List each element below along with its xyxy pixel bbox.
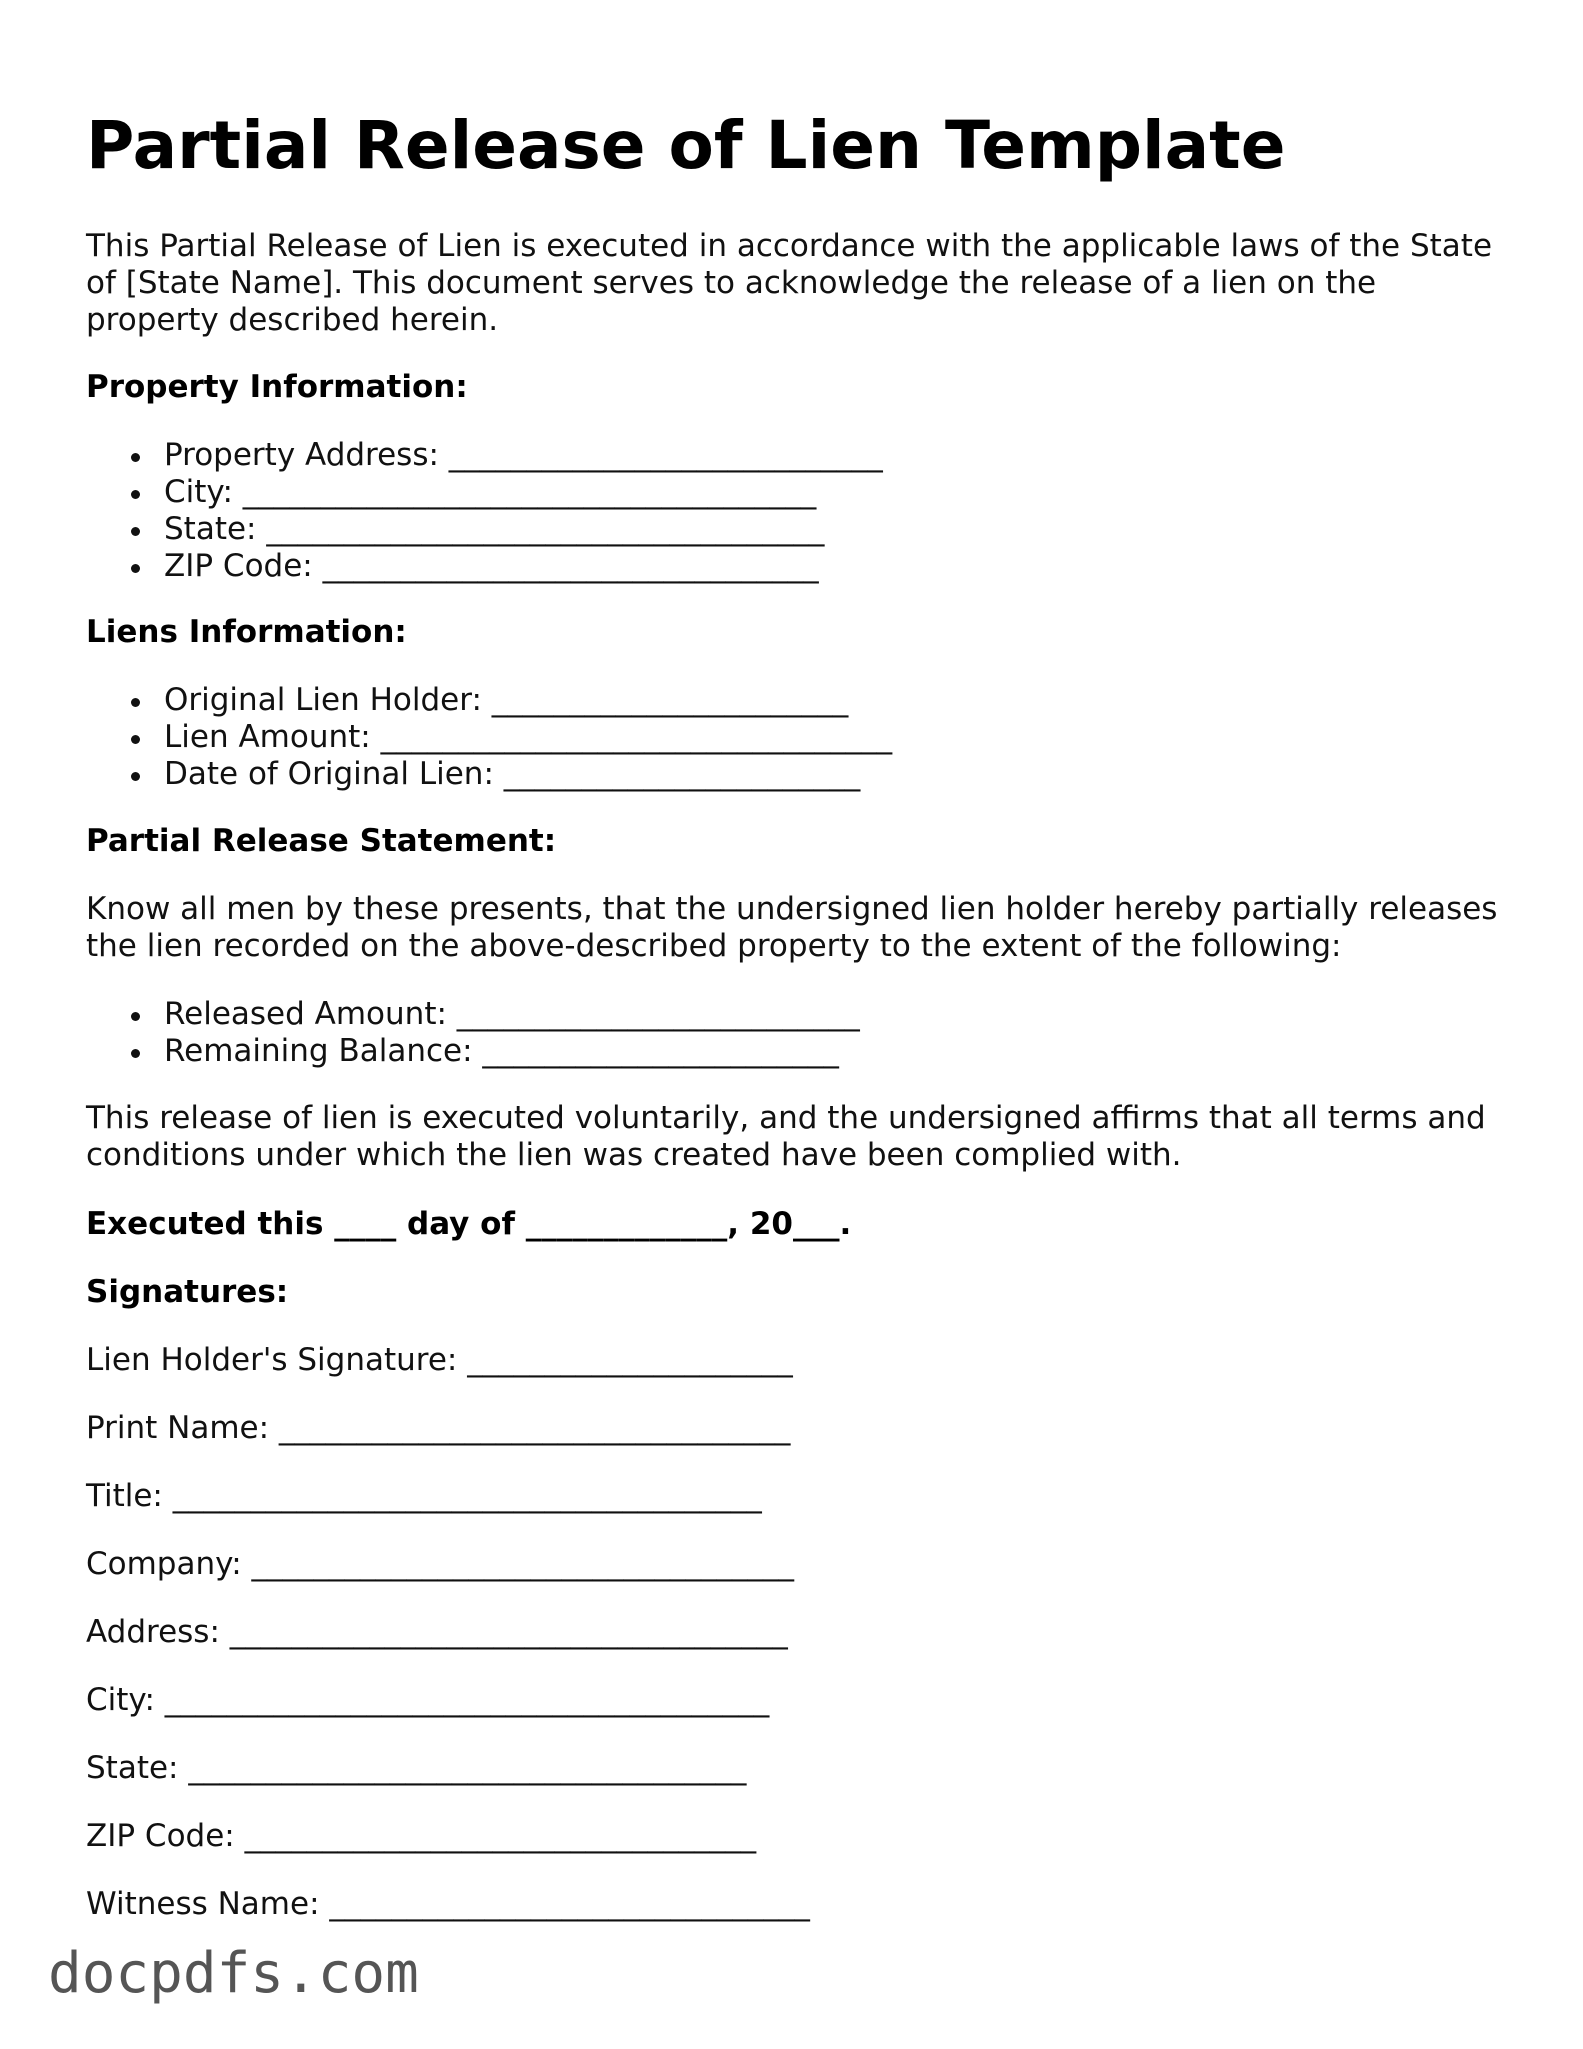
signature-line-witness: Witness Name: _______________________________ bbox=[86, 1886, 810, 1922]
page-title: Partial Release of Lien Template bbox=[86, 107, 1286, 184]
signatures-heading: Signatures: bbox=[86, 1274, 289, 1310]
executed-line: Executed this ____ day of _____________, 20___. bbox=[86, 1206, 852, 1242]
liens-heading: Liens Information: bbox=[86, 614, 407, 650]
list-item: Lien Amount: _________________________________ bbox=[86, 719, 892, 756]
property-heading: Property Information: bbox=[86, 369, 468, 405]
list-item: ZIP Code: ________________________________ bbox=[86, 548, 883, 585]
property-list bbox=[86, 437, 883, 585]
signature-line-city: City: _______________________________________ bbox=[86, 1682, 770, 1718]
list-item: City: _____________________________________ bbox=[86, 474, 883, 511]
voluntary-paragraph: This release of lien is executed voluntarily, and the undersigned affirms that all terms and conditions under which the lien was created have been complied with. bbox=[86, 1100, 1486, 1173]
list-item: Original Lien Holder: _______________________ bbox=[86, 682, 892, 719]
signature-line-print-name: Print Name: _________________________________ bbox=[86, 1410, 791, 1446]
list-item: Property Address: ____________________________ bbox=[86, 437, 883, 474]
signature-line-company: Company: ___________________________________ bbox=[86, 1546, 795, 1582]
signature-line-title: Title: ______________________________________ bbox=[86, 1478, 762, 1514]
intro-paragraph: This Partial Release of Lien is executed in accordance with the applicable laws of the State of [State Name]. This document serves to acknowledge the release of a lien on the property described herein. bbox=[86, 228, 1493, 338]
signature-line-address: Address: ____________________________________ bbox=[86, 1614, 788, 1650]
signature-line-state: State: ____________________________________ bbox=[86, 1750, 747, 1786]
list-item: State: ____________________________________ bbox=[86, 511, 883, 548]
statement-list bbox=[86, 996, 860, 1070]
list-item: Remaining Balance: _______________________ bbox=[86, 1033, 860, 1070]
signature-line-lien-holder: Lien Holder's Signature: _____________________ bbox=[86, 1342, 793, 1378]
list-item: Date of Original Lien: _______________________ bbox=[86, 756, 892, 793]
watermark-logo: docpdfs.com bbox=[48, 1941, 419, 2006]
list-item: Released Amount: __________________________ bbox=[86, 996, 860, 1033]
signature-line-zip: ZIP Code: _________________________________ bbox=[86, 1818, 757, 1854]
statement-paragraph: Know all men by these presents, that the undersigned lien holder hereby partially releases the lien recorded on the above-described property to the extent of the following: bbox=[86, 891, 1498, 964]
statement-heading: Partial Release Statement: bbox=[86, 823, 557, 859]
liens-list bbox=[86, 682, 892, 793]
